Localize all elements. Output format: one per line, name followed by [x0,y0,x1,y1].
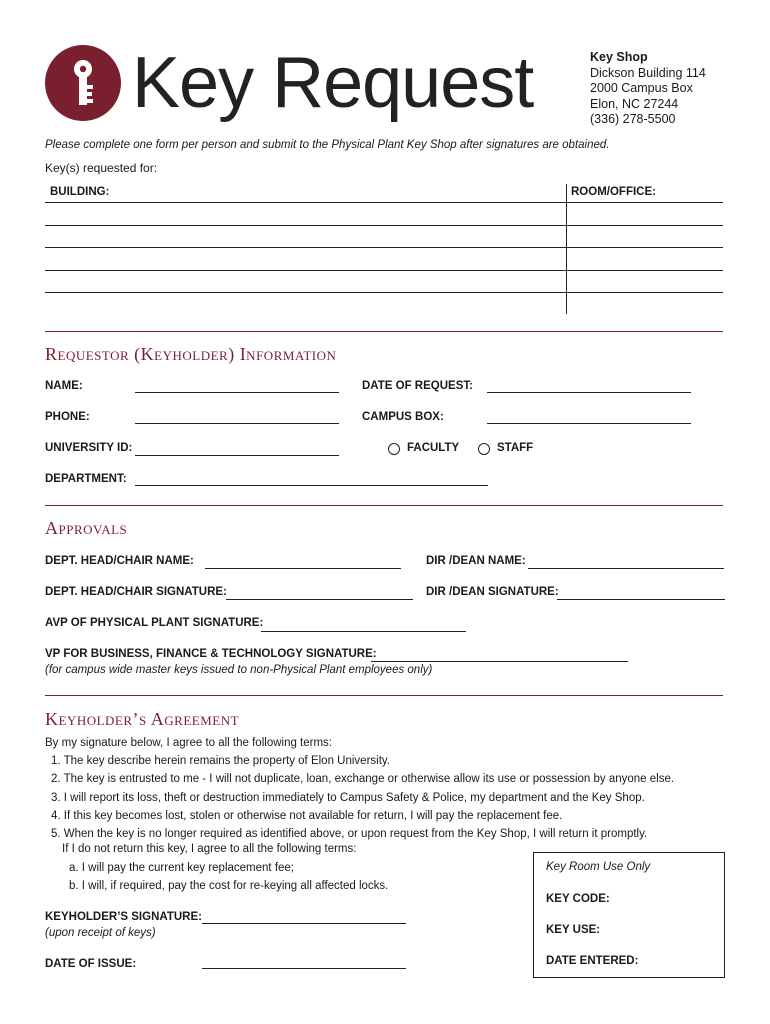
avp-signature-field[interactable] [261,631,466,632]
department-field[interactable] [135,485,488,486]
address-line1: Dickson Building 114 [590,65,706,80]
dir-dean-name-field[interactable] [528,568,724,569]
key-room-title: Key Room Use Only [546,861,651,873]
address-name: Key Shop [590,50,648,64]
date-of-issue-label: DATE OF ISSUE: [45,958,137,970]
section-divider [45,695,723,696]
keys-requested-for: Key(s) requested for: [45,161,158,175]
building-label: BUILDING: [50,186,110,198]
department-label: DEPARTMENT: [45,473,127,485]
vp-note: (for campus wide master keys issued to non-Physical Plant employees only) [45,664,433,676]
agreement-term: 5. When the key is no longer required as identified above, or upon request from the Key Shop, I will return it promptly. [51,828,648,840]
campus-box-field[interactable] [487,423,691,424]
building-row-1[interactable] [45,202,723,203]
date-of-request-label: DATE OF REQUEST: [362,380,473,392]
dept-head-signature-label: DEPT. HEAD/CHAIR SIGNATURE: [45,586,227,598]
faculty-label: FACULTY [407,442,460,454]
requestor-heading: Requestor (Keyholder) Information [45,344,337,364]
address-line3: Elon, NC 27244 [590,96,679,111]
agreement-sub-intro: If I do not return this key, I agree to all the following terms: [62,843,357,855]
key-code-label: KEY CODE: [546,893,610,905]
agreement-sub-term: a. I will pay the current key replacement fee; [69,862,294,874]
faculty-radio[interactable] [388,443,400,455]
table-divider [566,184,567,314]
agreement-term: 1. The key describe herein remains the property of Elon University. [51,755,390,767]
keyholder-signature-label: KEYHOLDER’S SIGNATURE: [45,911,202,923]
dir-dean-name-label: DIR /DEAN NAME: [426,555,526,567]
staff-label: STAFF [497,442,534,454]
building-row-2[interactable] [45,225,723,226]
phone-field[interactable] [135,423,339,424]
building-row-4[interactable] [45,270,723,271]
dept-head-signature-field[interactable] [226,599,413,600]
page-title: Key Request [132,43,534,123]
university-id-field[interactable] [135,455,339,456]
agreement-term: 2. The key is entrusted to me - I will not duplicate, loan, exchange or otherwise allow its use or possession by anyone else. [51,773,675,785]
dept-head-name-label: DEPT. HEAD/CHAIR NAME: [45,555,194,567]
date-of-request-field[interactable] [487,392,691,393]
section-divider [45,505,723,506]
vp-signature-field[interactable] [371,661,628,662]
room-office-label: ROOM/OFFICE: [571,186,656,198]
name-label: NAME: [45,380,83,392]
approvals-heading: Approvals [45,518,128,538]
dir-dean-signature-label: DIR /DEAN SIGNATURE: [426,586,559,598]
phone-label: PHONE: [45,411,90,423]
key-shop-address [590,50,706,128]
building-row-5[interactable] [45,292,723,293]
campus-box-label: CAMPUS BOX: [362,411,444,423]
section-divider [45,331,723,332]
agreement-intro: By my signature below, I agree to all the following terms: [45,737,333,749]
dept-head-name-field[interactable] [205,568,401,569]
address-line2: 2000 Campus Box [590,81,693,95]
dir-dean-signature-field[interactable] [557,599,725,600]
name-field[interactable] [135,392,339,393]
staff-radio[interactable] [478,443,490,455]
keyholder-signature-note: (upon receipt of keys) [45,927,156,939]
key-use-label: KEY USE: [546,924,601,936]
key-icon [45,45,121,121]
building-row-3[interactable] [45,247,723,248]
agreement-term: 4. If this key becomes lost, stolen or otherwise not available for return, I will pay the replacement fee. [51,810,563,822]
date-of-issue-field[interactable] [202,968,406,969]
instructions: Please complete one form per person and submit to the Physical Plant Key Shop after signatures are obtained. [45,139,610,151]
date-entered-label: DATE ENTERED: [546,955,639,967]
avp-signature-label: AVP OF PHYSICAL PLANT SIGNATURE: [45,617,264,629]
vp-signature-label: VP FOR BUSINESS, FINANCE & TECHNOLOGY SIGNATURE: [45,648,377,660]
keyholder-signature-field[interactable] [202,923,406,924]
address-phone: (336) 278-5500 [590,112,676,126]
agreement-sub-term: b. I will, if required, pay the cost for re-keying all affected locks. [69,880,389,892]
agreement-heading: Keyholder’s Agreement [45,709,240,729]
key-logo [45,45,121,121]
agreement-term: 3. I will report its loss, theft or destruction immediately to Campus Safety & Police, my department and the Key Shop. [51,792,645,804]
university-id-label: UNIVERSITY ID: [45,442,133,454]
